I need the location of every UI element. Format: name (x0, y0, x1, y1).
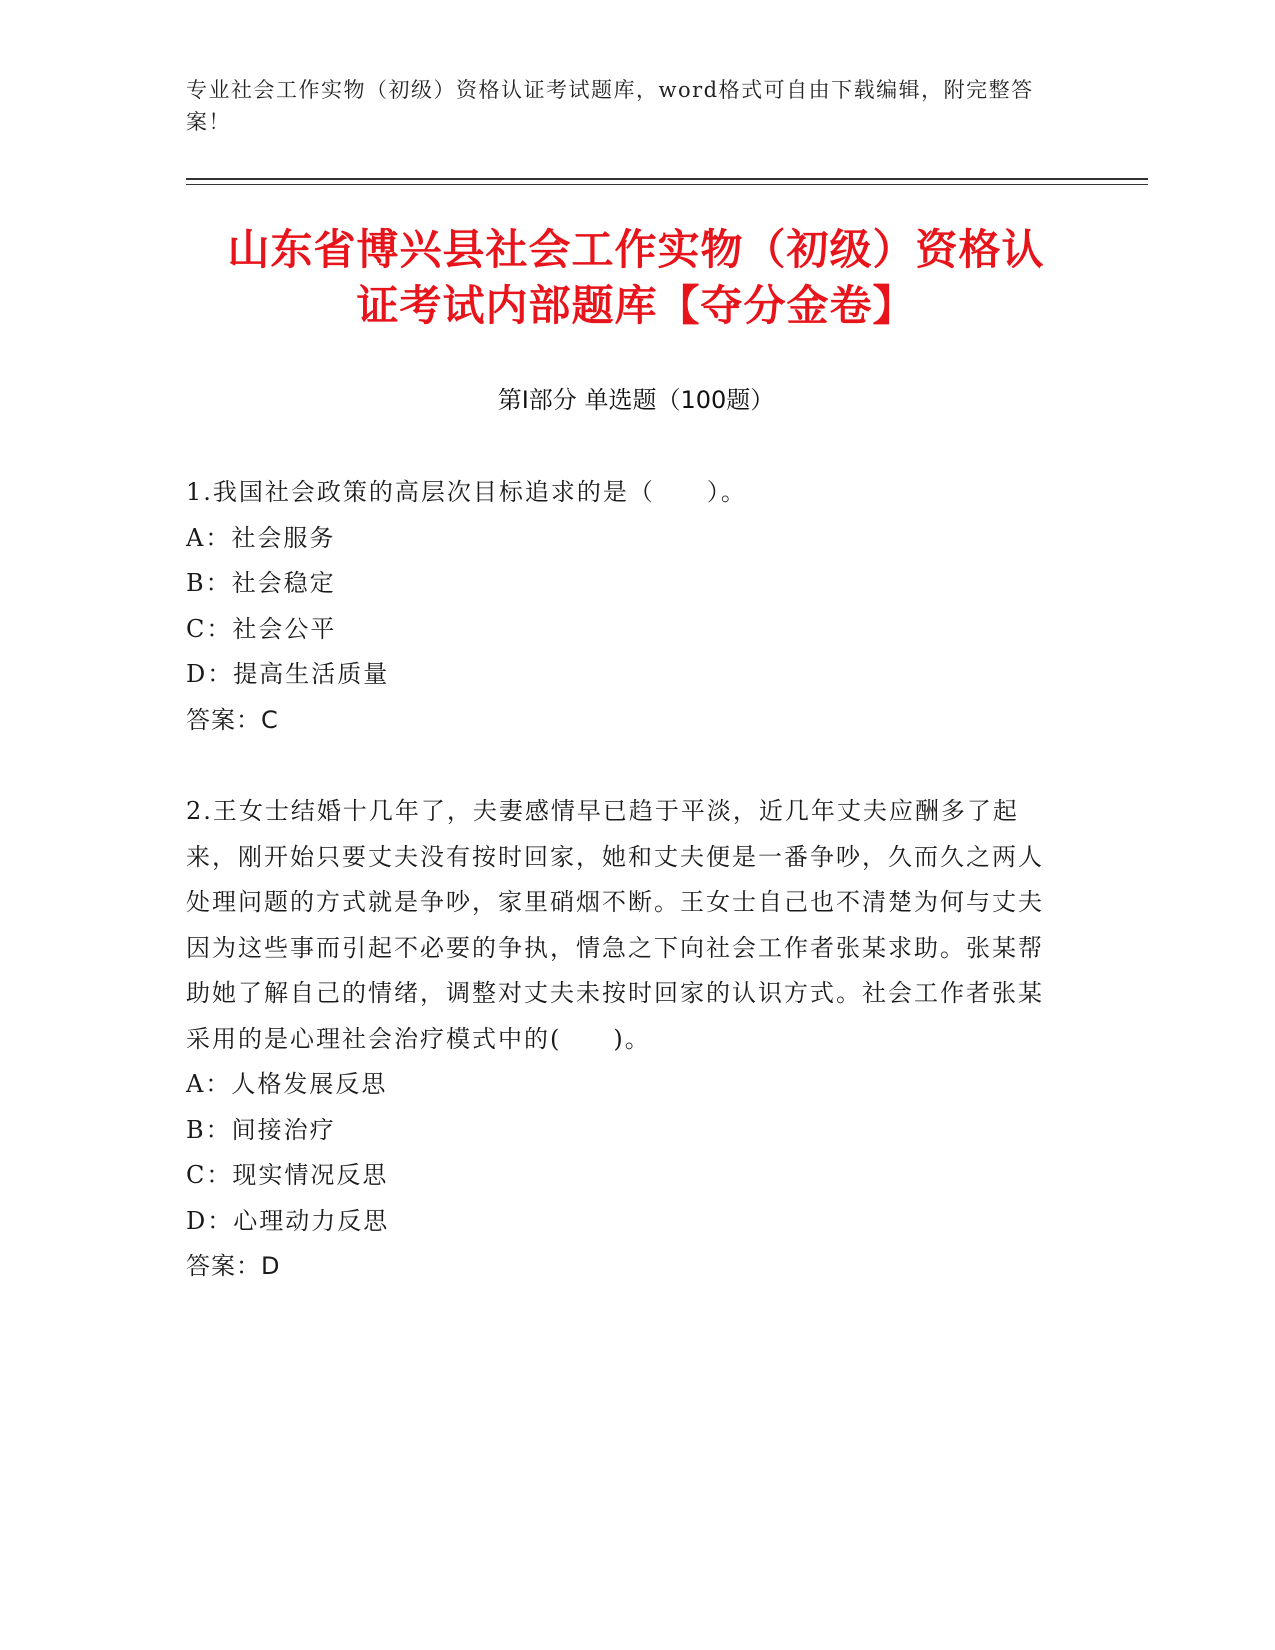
header-rule-thick (186, 178, 1148, 180)
question-stem: 1.我国社会政策的高层次目标追求的是（ ）。 (186, 478, 747, 506)
option-a: A：社会服务 (186, 523, 336, 552)
answer: 答案：D (186, 1252, 281, 1280)
option-c: C：社会公平 (186, 614, 337, 643)
header-note: 专业社会工作实物（初级）资格认证考试题库，word格式可自由下载编辑，附完整答案！ (186, 78, 1034, 134)
document-title-line-1: 山东省博兴县社会工作实物（初级）资格认 (227, 225, 1045, 274)
header-rule-thin (186, 184, 1148, 185)
document-title (186, 222, 1086, 334)
question-stem: 2.王女士结婚十几年了，夫妻感情早已趋于平淡，近几年丈夫应酬多了起来，刚开始只要丈夫没有按时回家，她和丈夫便是一番争吵，久而久之两人处理问题的方式就是争吵，家里硝烟不断。王女士自己也不清楚为何与丈夫因为这些事而引起不必要的争执，情急之下向社会工作者张某求助。张某帮助她了解自己的情绪，调整对丈夫未按时回家的认识方式。社会工作者张某采用的是心理社会治疗模式中的( )。 (186, 797, 1044, 1053)
document-title-line-2: 证考试内部题库【夺分金卷】 (356, 281, 916, 330)
option-b: B：社会稳定 (186, 569, 336, 597)
section-heading: 第Ⅰ部分 单选题（100题） (497, 386, 775, 414)
question-2 (186, 789, 1066, 1290)
option-c: C：现实情况反思 (186, 1161, 389, 1189)
option-d: D：心理动力反思 (186, 1206, 390, 1235)
answer: 答案：C (186, 705, 279, 734)
question-1 (186, 470, 1066, 743)
option-d: D：提高生活质量 (186, 660, 390, 688)
option-b: B：间接治疗 (186, 1115, 336, 1144)
option-a: A：人格发展反思 (186, 1070, 388, 1098)
